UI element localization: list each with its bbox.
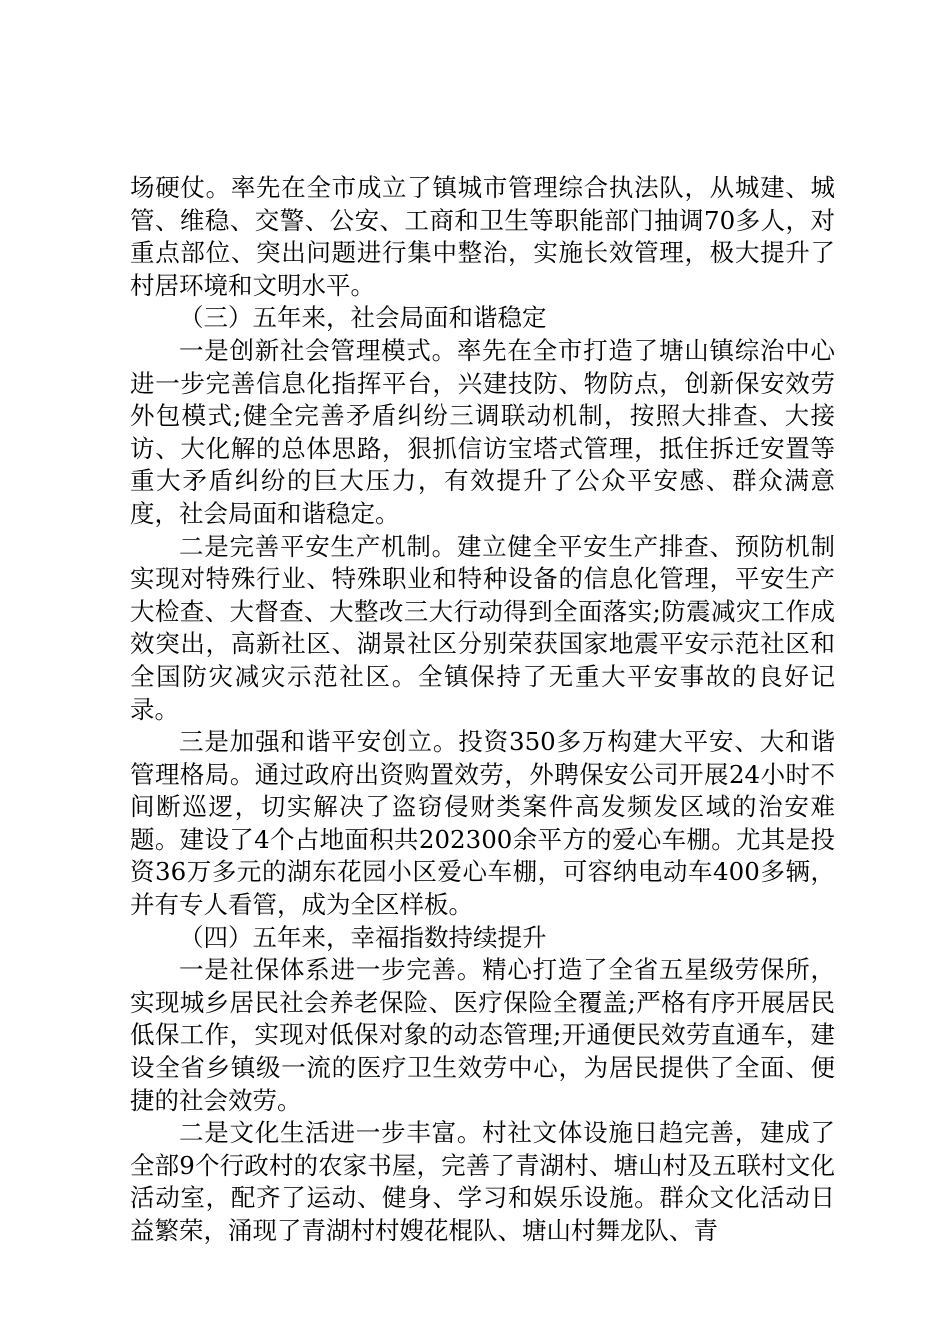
paragraph-harmony-safety: 三是加强和谐平安创立。投资350多万构建大平安、大和谐管理格局。通过政府出资购置效劳，外聘保安公司开展24小时不间断巡逻，切实解决了盗窃侵财类案件高发频发区域的治安难题。建设了4个占地面积共202300余平方的爱心车棚。尤其是投资36万多元的湖东花园小区爱心车棚，可容纳电动车400多辆，并有专人看管，成为全区样板。 bbox=[130, 727, 835, 920]
section-heading-four: （四）五年来，幸福指数持续提升 bbox=[179, 922, 547, 952]
paragraph-social-security: 一是社保体系进一步完善。精心打造了全省五星级劳保所，实现城乡居民社会养老保险、医疗保险全覆盖;严格有序开展居民低保工作，实现对低保对象的动态管理;开通便民效劳直通车，建设全省乡镇级一流的医疗卫生效劳中心，为居民提供了全面、便捷的社会效劳。 bbox=[130, 955, 835, 1115]
document-body bbox=[130, 172, 835, 1248]
paragraph-social-management: 一是创新社会管理模式。率先在全市打造了塘山镇综治中心进一步完善信息化指挥平台，兴建技防、物防点，创新保安效劳外包模式;健全完善矛盾纠纷三调联动机制，按照大排查、大接访、大化解的总体思路，狠抓信访宝塔式管理，抵住拆迁安置等重大矛盾纠纷的巨大压力，有效提升了公众平安感、群众满意度，社会局面和谐稳定。 bbox=[130, 335, 835, 528]
section-heading-three: （三）五年来，社会局面和谐稳定 bbox=[179, 303, 547, 333]
paragraph-safety-production: 二是完善平安生产机制。建立健全平安生产排查、预防机制实现对特殊行业、特殊职业和特种设备的信息化管理，平安生产大检查、大督查、大整改三大行动得到全面落实;防震减灾工作成效突出，高新社区、湖景社区分别荣获国家地震平安示范社区和全国防灾减灾示范社区。全镇保持了无重大平安事故的良好记录。 bbox=[130, 531, 835, 724]
paragraph-cultural-life: 二是文化生活进一步丰富。村社文体设施日趋完善，建成了全部9个行政村的农家书屋，完善了青湖村、塘山村及五联村文化活动室，配齐了运动、健身、学习和娱乐设施。群众文化活动日益繁荣，涌现了青湖村村嫂花棍队、塘山村舞龙队、青 bbox=[130, 1118, 835, 1245]
paragraph-continuation: 场硬仗。率先在全市成立了镇城市管理综合执法队，从城建、城管、维稳、交警、公安、工商和卫生等职能部门抽调70多人，对重点部位、突出问题进行集中整治，实施长效管理，极大提升了村居环境和文明水平。 bbox=[130, 173, 835, 300]
